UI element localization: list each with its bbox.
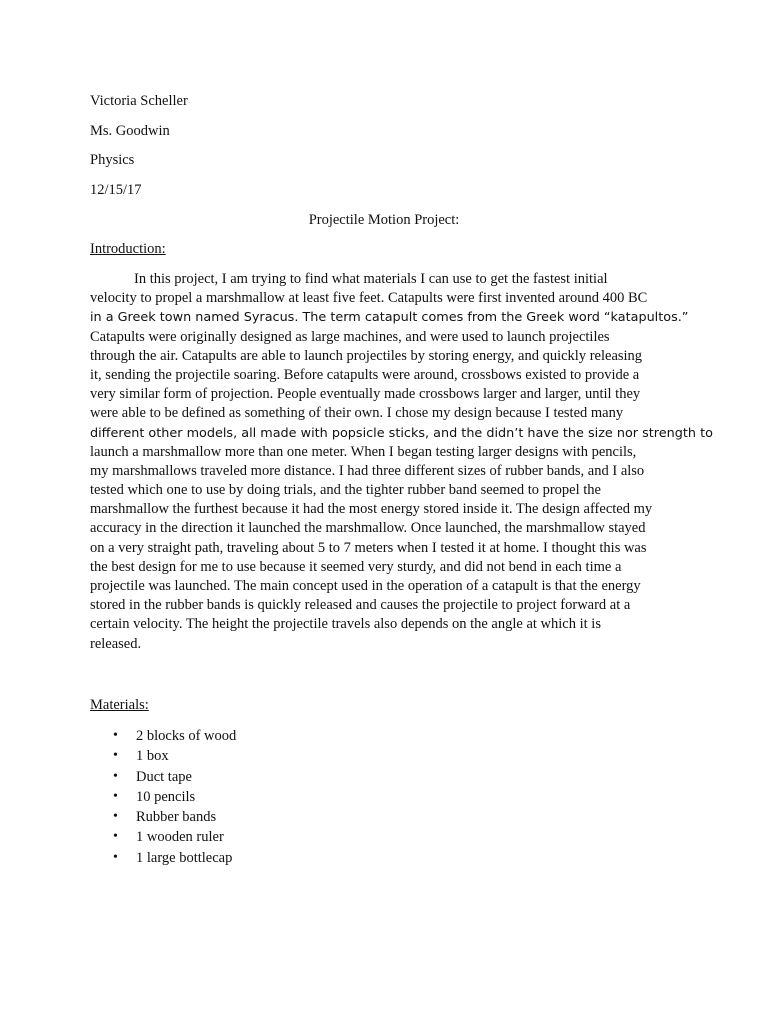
subject: Physics bbox=[90, 152, 135, 168]
teacher-name: Ms. Goodwin bbox=[90, 123, 170, 139]
paragraph-line: it, sending the projectile soaring. Before catapults were around, crossbows existed to provide a bbox=[90, 366, 640, 383]
paragraph-line: marshmallow the furthest because it had the most energy stored inside it. The design affected my bbox=[90, 501, 653, 518]
bullet-icon: • bbox=[113, 768, 118, 784]
paragraph-line: accuracy in the direction it launched the marshmallow. Once launched, the marshmallow stayed bbox=[90, 520, 646, 537]
paragraph-line: tested which one to use by doing trials, and the tighter rubber band seemed to propel the bbox=[90, 482, 601, 499]
paragraph-line: released. bbox=[90, 635, 142, 652]
list-item: • 2 blocks of wood bbox=[90, 726, 236, 746]
paragraph-line: projectile was launched. The main concept used in the operation of a catapult is that the energy bbox=[90, 578, 641, 594]
list-item: • 1 wooden ruler bbox=[90, 827, 236, 847]
date: 12/15/17 bbox=[90, 182, 142, 198]
bullet-icon: • bbox=[113, 728, 118, 743]
paragraph-line: certain velocity. The height the projectile travels also depends on the angle at which it is bbox=[90, 616, 601, 633]
document-title: Projectile Motion Project: bbox=[308, 212, 460, 228]
paragraph-line: In this project, I am trying to find what materials I can use to get the fastest initial bbox=[134, 271, 608, 287]
paragraph-line: the best design for me to use because it seemed very sturdy, and did not bend in each time a bbox=[90, 558, 622, 575]
bullet-icon: • bbox=[113, 748, 118, 764]
paragraph-line: through the air. Catapults are able to launch projectiles by storing energy, and quickly releasing bbox=[90, 347, 643, 364]
list-item: • 10 pencils bbox=[90, 787, 236, 807]
paragraph-line: were able to be defined as something of their own. I chose my design because I tested many bbox=[90, 405, 624, 422]
introduction-heading: Introduction: bbox=[90, 241, 166, 257]
paragraph-line: my marshmallows traveled more distance. I had three different sizes of rubber bands, and I also bbox=[90, 462, 645, 479]
list-item: • 1 large bottlecap bbox=[90, 848, 236, 868]
bullet-icon: • bbox=[113, 829, 118, 845]
paragraph-line: Catapults were originally designed as large machines, and were used to launch projectiles bbox=[90, 328, 610, 345]
list-item: • 1 box bbox=[90, 746, 236, 766]
materials-list bbox=[90, 726, 236, 868]
bullet-icon: • bbox=[113, 849, 118, 865]
materials-heading: Materials: bbox=[90, 697, 149, 713]
introduction-paragraph bbox=[90, 270, 713, 654]
list-item: • Rubber bands bbox=[90, 807, 236, 827]
student-name: Victoria Scheller bbox=[90, 93, 188, 109]
paragraph-line: velocity to propel a marshmallow at least five feet. Catapults were first invented around 400 BC bbox=[90, 290, 648, 307]
list-item: • Duct tape bbox=[90, 767, 236, 787]
paragraph-line: on a very straight path, traveling about 5 to 7 meters when I tested it at home. I thought this was bbox=[90, 539, 647, 556]
bullet-icon: • bbox=[113, 788, 118, 804]
paragraph-line: different other models, all made with popsicle sticks, and the didn’t have the size nor strength to bbox=[90, 425, 713, 441]
paragraph-line: in a Greek town named Syracus. The term catapult comes from the Greek word “katapultos.” bbox=[90, 310, 689, 326]
bullet-icon: • bbox=[113, 809, 118, 825]
paragraph-line: stored in the rubber bands is quickly released and causes the projectile to project forward at a bbox=[90, 597, 631, 614]
paragraph-line: launch a marshmallow more than one meter. When I began testing larger designs with pencils, bbox=[90, 443, 637, 460]
paragraph-line: very similar form of projection. People eventually made crossbows larger and larger, until they bbox=[90, 386, 641, 403]
